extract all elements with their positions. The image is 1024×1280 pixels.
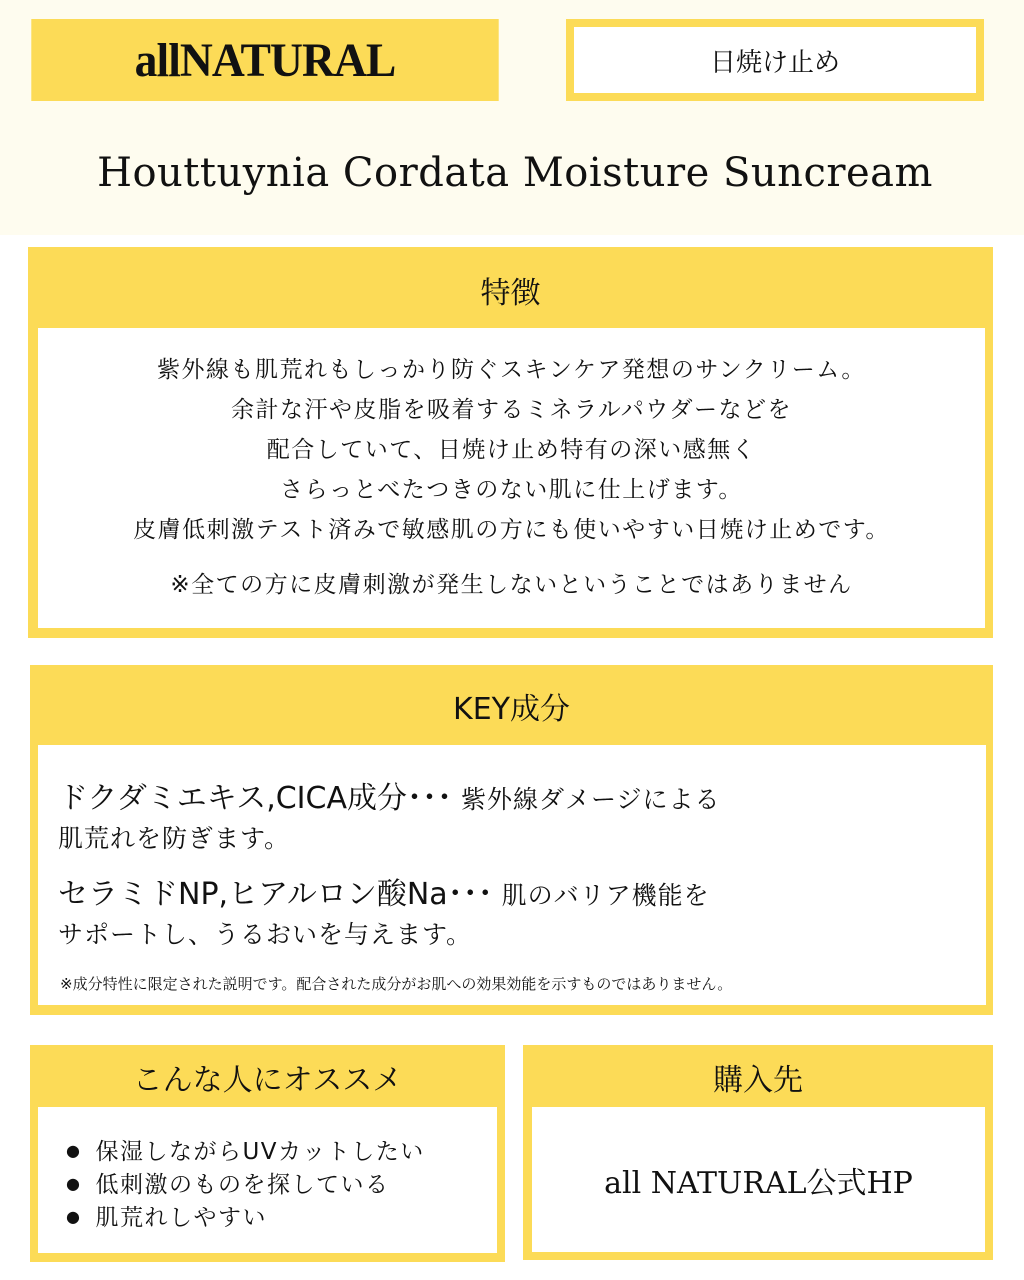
feature-line: 余計な汗や皮脂を吸着するミネラルパウダーなどを bbox=[231, 397, 792, 423]
purchase-card bbox=[523, 1045, 993, 1260]
features-card bbox=[28, 247, 993, 638]
product-title: Houttuynia Cordata Moisture Suncream bbox=[97, 150, 933, 196]
ingredient-note: ※成分特性に限定された説明です。配合された成分がお肌への効果効能を示すものではありません。 bbox=[60, 975, 733, 993]
ingredient-desc: 紫外線ダメージによる bbox=[460, 785, 721, 814]
recommend-body bbox=[38, 1107, 497, 1253]
recommend-item: ● 肌荒れしやすい bbox=[66, 1201, 425, 1234]
key-ingredients-card bbox=[30, 665, 993, 1015]
features-body bbox=[38, 328, 985, 628]
ingredient-desc: サポートし、うるおいを与えます。 bbox=[58, 920, 473, 949]
features-heading: 特徴 bbox=[480, 275, 541, 311]
recommend-item: ● 低刺激のものを探している bbox=[66, 1168, 425, 1201]
ingredient-desc: 肌のバリア機能を bbox=[501, 881, 710, 910]
feature-line: さらっとべたつきのない肌に仕上げます。 bbox=[280, 477, 743, 503]
brand-logo: allNATURAL bbox=[31, 19, 498, 101]
purchase-link[interactable]: all NATURAL公式HP bbox=[532, 1107, 985, 1252]
key-ingredients-heading: KEY成分 bbox=[453, 692, 570, 727]
feature-note: ※全ての方に皮膚刺激が発生しないということではありません bbox=[170, 572, 853, 598]
recommend-card bbox=[30, 1045, 505, 1262]
ingredient-desc: 肌荒れを防ぎます。 bbox=[58, 824, 291, 853]
feature-line: 配合していて、日焼け止め特有の深い感無く bbox=[266, 437, 757, 463]
purchase-heading: 購入先 bbox=[713, 1063, 803, 1098]
ingredient-name: ドクダミエキス,CICA成分･･･ bbox=[58, 781, 453, 816]
recommend-heading: こんな人にオススメ bbox=[132, 1063, 403, 1098]
key-ingredients-body bbox=[38, 745, 986, 1005]
feature-line: 紫外線も肌荒れもしっかり防ぐスキンケア発想のサンクリーム。 bbox=[157, 357, 866, 383]
feature-line: 皮膚低刺激テスト済みで敏感肌の方にも使いやすい日焼け止めです。 bbox=[133, 517, 890, 543]
ingredient-name: セラミドNP,ヒアルロン酸Na･･･ bbox=[58, 877, 493, 912]
recommend-item: ● 保湿しながらUVカットしたい bbox=[66, 1135, 425, 1168]
category-label: 日焼け止め bbox=[566, 19, 984, 101]
